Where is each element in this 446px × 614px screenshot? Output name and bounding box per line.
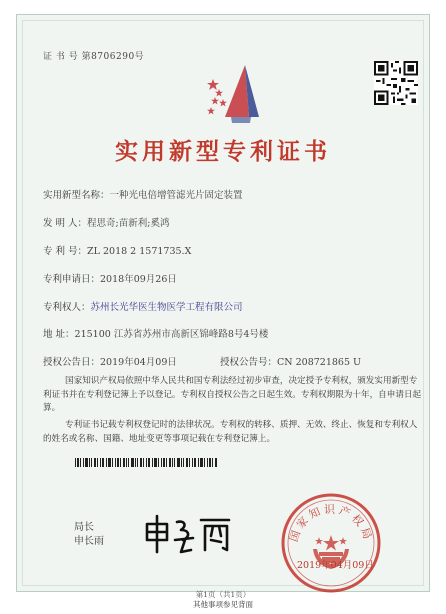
footer-note: 其他事项参见背面 bbox=[193, 600, 253, 609]
grant-date bbox=[43, 354, 177, 368]
grant-date-value: 2019年04月09日 bbox=[100, 357, 177, 368]
certificate-sheet bbox=[16, 14, 430, 599]
field-application-date bbox=[43, 271, 177, 285]
field-value: 215100 江苏省苏州市高新区锦峰路8号4号楼 bbox=[74, 329, 269, 340]
seal-date: 2019年04月09日 bbox=[297, 560, 374, 571]
field-value: 程思奇;苗新利;奚鸿 bbox=[87, 218, 170, 229]
official-seal-icon bbox=[279, 491, 383, 595]
certificate-paragraph-1: 国家知识产权局依照中华人民共和国专利法经过初步审查，决定授予专利权，颁发实用新型专利证书并在专利登记簿上予以登记。专利权自授权公告之日起生效。专利权期限为十年，自申请日起算。 bbox=[43, 376, 422, 413]
field-label: 专利申请日： bbox=[43, 274, 101, 285]
field-label: 地 址： bbox=[43, 329, 75, 340]
field-value: 苏州长光华医生物医学工程有限公司 bbox=[90, 302, 243, 313]
official-title: 局长 bbox=[74, 522, 94, 533]
grant-number-value: CN 208721865 U bbox=[277, 357, 362, 368]
field-label: 实用新型名称： bbox=[43, 190, 110, 201]
field-label: 专 利 号： bbox=[43, 246, 88, 257]
certificate-number: 证 书 号 第8706290号 bbox=[43, 52, 145, 62]
certificate-title: 实用新型专利证书 bbox=[115, 138, 331, 165]
cnipa-logo-icon bbox=[201, 57, 275, 131]
page-number: 第1页（共1页） bbox=[195, 590, 251, 599]
qr-code-icon bbox=[374, 61, 418, 105]
field-address bbox=[43, 326, 268, 340]
field-label: 发 明 人： bbox=[43, 218, 88, 229]
field-patent-number bbox=[43, 243, 191, 257]
field-value: 2018年09月26日 bbox=[100, 274, 177, 285]
seal-text: 国家知识产权局 bbox=[287, 503, 375, 544]
barcode-icon bbox=[75, 458, 217, 467]
grant-number-label: 授权公告号： bbox=[220, 357, 278, 368]
certificate-paragraph-2: 专利证书记载专利权登记时的法律状况。专利权的转移、质押、无效、终止、恢复和专利权人的姓名或名称、国籍、地址变更等事项记载在专利登记簿上。 bbox=[43, 420, 418, 444]
grant-number bbox=[220, 354, 361, 368]
field-value: 一种光电倍增管滤光片固定装置 bbox=[109, 190, 243, 201]
official-name: 申长雨 bbox=[74, 536, 104, 547]
field-patentee bbox=[43, 299, 243, 313]
field-label: 专利权人： bbox=[43, 302, 91, 313]
field-value: ZL 2018 2 1571735.X bbox=[87, 246, 192, 257]
field-inventors bbox=[43, 215, 169, 229]
grant-date-label: 授权公告日： bbox=[43, 357, 101, 368]
signature-icon bbox=[141, 510, 233, 556]
field-utility-model-name bbox=[43, 187, 243, 201]
official-signature-block bbox=[74, 521, 104, 549]
